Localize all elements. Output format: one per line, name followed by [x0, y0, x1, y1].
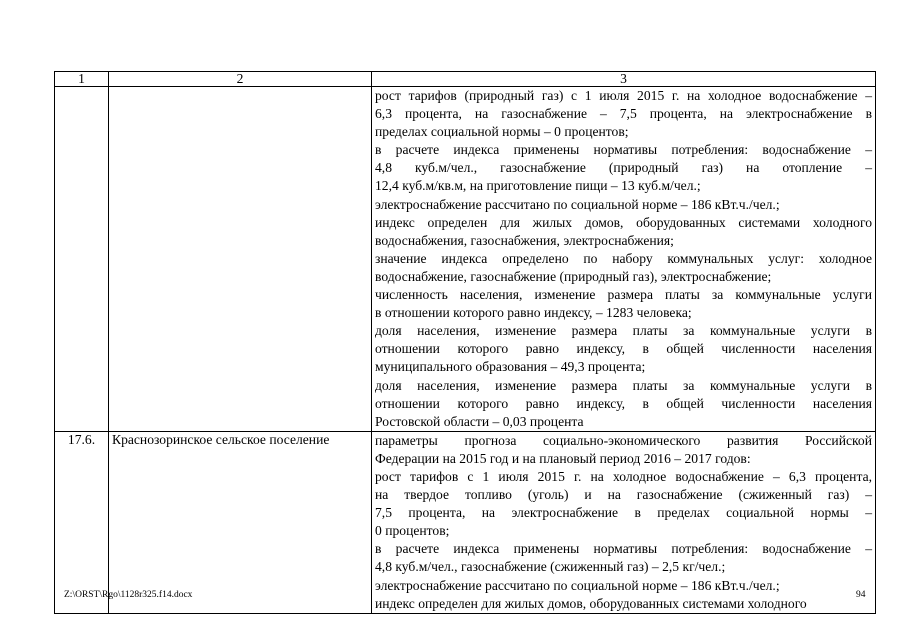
description-cell: [372, 87, 876, 432]
text-line: пределах социальной нормы – 0 процентов;: [375, 124, 629, 140]
text-line: отношении которого равно индексу, в общей численности населения: [375, 341, 872, 357]
text-line: 4,8 куб.м/чел., газоснабжение (сжиженный газ) – 2,5 кг/чел.;: [375, 559, 726, 575]
text-line: 4,8 куб.м/чел., газоснабжение (природный газ) на отопление –: [375, 160, 872, 176]
text-line: доля населения, изменение размера платы за коммунальные услуги в: [375, 377, 872, 393]
text-line: электроснабжение рассчитано по социальной норме – 186 кВт.ч./чел.;: [375, 577, 780, 593]
table-row: [55, 87, 876, 432]
text-line: Ростовской области – 0,03 процента: [375, 413, 584, 429]
footer-file-path: Z:\ORST\Rgo\1128r325.f14.docx: [64, 590, 193, 600]
column-header-3: 3: [372, 72, 876, 87]
text-line: 0 процентов;: [375, 523, 450, 539]
document-table: [54, 71, 876, 614]
text-line: Федерации на 2015 год и на плановый период 2016 – 2017 годов:: [375, 450, 751, 466]
text-line: в расчете индекса применены нормативы потребления: водоснабжение –: [375, 541, 872, 557]
text-line: в расчете индекса применены нормативы потребления: водоснабжение –: [375, 142, 872, 158]
table-row: [55, 431, 876, 613]
municipality-name: Краснозоринское сельское поселение: [109, 431, 372, 613]
text-line: значение индекса определено по набору коммунальных услуг: холодное: [375, 250, 872, 266]
text-line: индекс определен для жилых домов, оборудованных системами холодного: [375, 595, 807, 611]
text-line: рост тарифов (природный газ) с 1 июля 2015 г. на холодное водоснабжение –: [375, 88, 872, 103]
text-line: параметры прогноза социально-экономического развития Российской: [375, 432, 872, 448]
table-header-row: [55, 72, 876, 87]
row-number: [55, 87, 109, 432]
text-line: численность населения, изменение размера платы за коммунальные услуги: [375, 287, 872, 303]
text-line: 6,3 процента, на газоснабжение – 7,5 процента, на электроснабжение в: [375, 106, 872, 122]
text-line: на твердое топливо (уголь) и на газоснабжение (сжиженный газ) –: [375, 487, 872, 503]
text-line: рост тарифов с 1 июля 2015 г. на холодное водоснабжение – 6,3 процента,: [375, 468, 872, 484]
page-number: 94: [856, 590, 866, 600]
text-line: отношении которого равно индексу, в общей численности населения: [375, 395, 872, 411]
column-header-2: 2: [109, 72, 372, 87]
description-cell: [372, 431, 876, 613]
text-line: 7,5 процента, на электроснабжение в пределах социальной нормы –: [375, 505, 872, 521]
text-line: доля населения, изменение размера платы за коммунальные услуги в: [375, 323, 872, 339]
text-line: водоснабжение, газоснабжение (природный газ), электроснабжение;: [375, 268, 772, 284]
text-line: 12,4 куб.м/кв.м, на приготовление пищи – 13 куб.м/чел.;: [375, 178, 701, 194]
text-line: в отношении которого равно индексу, – 1283 человека;: [375, 305, 692, 321]
municipality-name: [109, 87, 372, 432]
column-header-1: 1: [55, 72, 109, 87]
text-line: муниципального образования – 49,3 процента;: [375, 359, 646, 375]
text-line: электроснабжение рассчитано по социальной норме – 186 кВт.ч./чел.;: [375, 196, 780, 212]
text-line: водоснабжения, газоснабжения, электроснабжения;: [375, 232, 674, 248]
row-number: 17.6.: [55, 431, 109, 613]
text-line: индекс определен для жилых домов, оборудованных системами холодного: [375, 214, 872, 230]
